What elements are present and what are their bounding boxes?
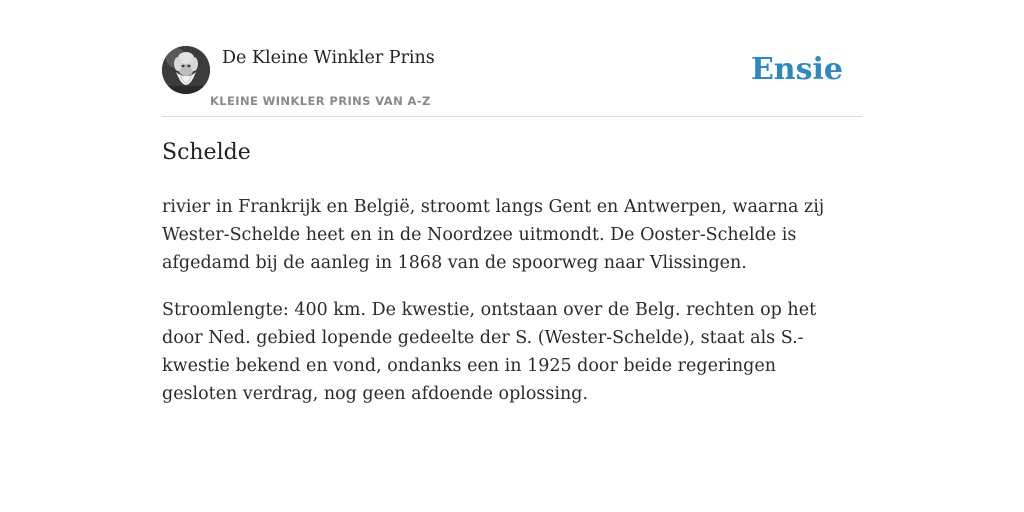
author-name[interactable]: De Kleine Winkler Prins [222,48,435,68]
portrait-icon [162,46,210,94]
article-paragraph: rivier in Frankrijk en België, stroomt langs Gent en Antwerpen, waarna zij Wester-Schelde heet en in de Noordzee uitmondt. De Ooster-Schelde is afgedamd bij de aanleg in 1868 van de spoorweg naar Vlissingen. [162,197,825,273]
collection-label[interactable]: KLEINE WINKLER PRINS VAN A-Z [210,94,431,108]
article-paragraph: Stroomlengte: 400 km. De kwestie, ontstaan over de Belg. rechten op het door Ned. gebied lopende gedeelte der S. (Wester-Schelde), staat als S.-kwestie bekend en vond, ondanks een in 1925 door beide regeringen gesloten verdrag, nog geen afdoende oplossing. [162,300,817,404]
brand-logo[interactable]: Ensie [750,52,843,87]
author-avatar[interactable] [162,46,210,94]
article-body [162,193,852,427]
article-title: Schelde [162,140,251,165]
page-header [162,46,862,117]
